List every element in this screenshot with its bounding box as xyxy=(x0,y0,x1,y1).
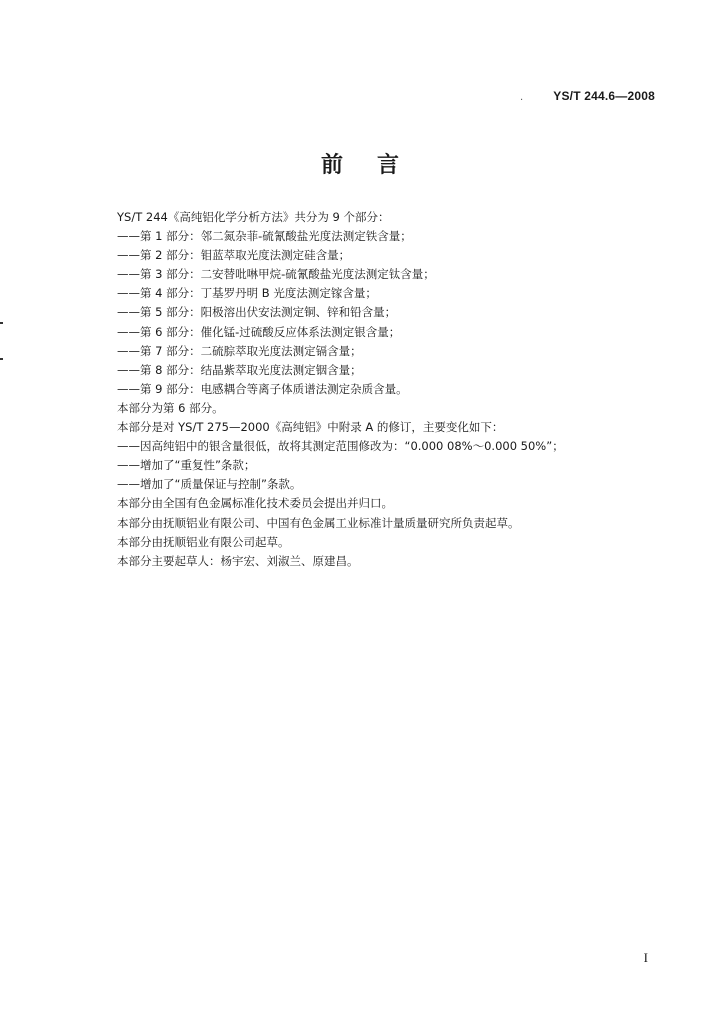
scan-mark xyxy=(0,358,3,360)
page-number: I xyxy=(643,950,648,965)
text-line: 本部分是对 YS/T 275—2000《高纯铝》中附录 A 的修订，主要变化如下： xyxy=(117,420,504,435)
text-line: YS/T 244《高纯铝化学分析方法》共分为 9 个部分： xyxy=(117,210,390,224)
list-item: ——增加了“重复性”条款； xyxy=(117,458,256,473)
list-item: ——因高纯铝中的银含量很低，故将其测定范围修改为：“0.000 08%～0.000 50%”； xyxy=(117,439,564,454)
standard-code: YS/T 244.6—2008 xyxy=(553,89,655,103)
list-item: ——第 2 部分：钼蓝萃取光度法测定硅含量； xyxy=(117,248,351,263)
text-line: 本部分为第 6 部分。 xyxy=(117,400,224,415)
text-line: 本部分由抚顺铝业有限公司、中国有色金属工业标准计量质量研究所负责起草。 xyxy=(117,515,520,530)
page-title: 前言 xyxy=(320,153,433,178)
list-item: ——增加了“质量保证与控制”条款。 xyxy=(117,477,302,492)
list-item: ——第 6 部分：催化锰-过硫酸反应体系法测定银含量； xyxy=(117,324,401,339)
scan-mark xyxy=(0,322,3,324)
foreword-body xyxy=(117,208,617,571)
list-item: ——第 5 部分：阳极溶出伏安法测定铜、锌和铅含量； xyxy=(117,305,397,320)
list-item: ——第 9 部分：电感耦合等离子体质谱法测定杂质含量。 xyxy=(117,381,408,396)
list-item: ——第 4 部分：丁基罗丹明 B 光度法测定镓含量； xyxy=(117,286,377,301)
scan-dot: . xyxy=(520,92,524,103)
text-line: 本部分由抚顺铝业有限公司起草。 xyxy=(117,534,290,549)
list-item: ——第 3 部分：二安替吡啉甲烷-硫氰酸盐光度法测定钛含量； xyxy=(117,267,435,282)
list-item: ——第 1 部分：邻二氮杂菲-硫氰酸盐光度法测定铁含量； xyxy=(117,229,412,244)
list-item: ——第 8 部分：结晶紫萃取光度法测定铟含量； xyxy=(117,362,362,377)
text-line: 本部分由全国有色金属标准化技术委员会提出并归口。 xyxy=(117,496,393,511)
list-item: ——第 7 部分：二硫腙萃取光度法测定镉含量； xyxy=(117,343,362,358)
text-line: 本部分主要起草人：杨宇宏、刘淑兰、原建昌。 xyxy=(117,553,359,568)
